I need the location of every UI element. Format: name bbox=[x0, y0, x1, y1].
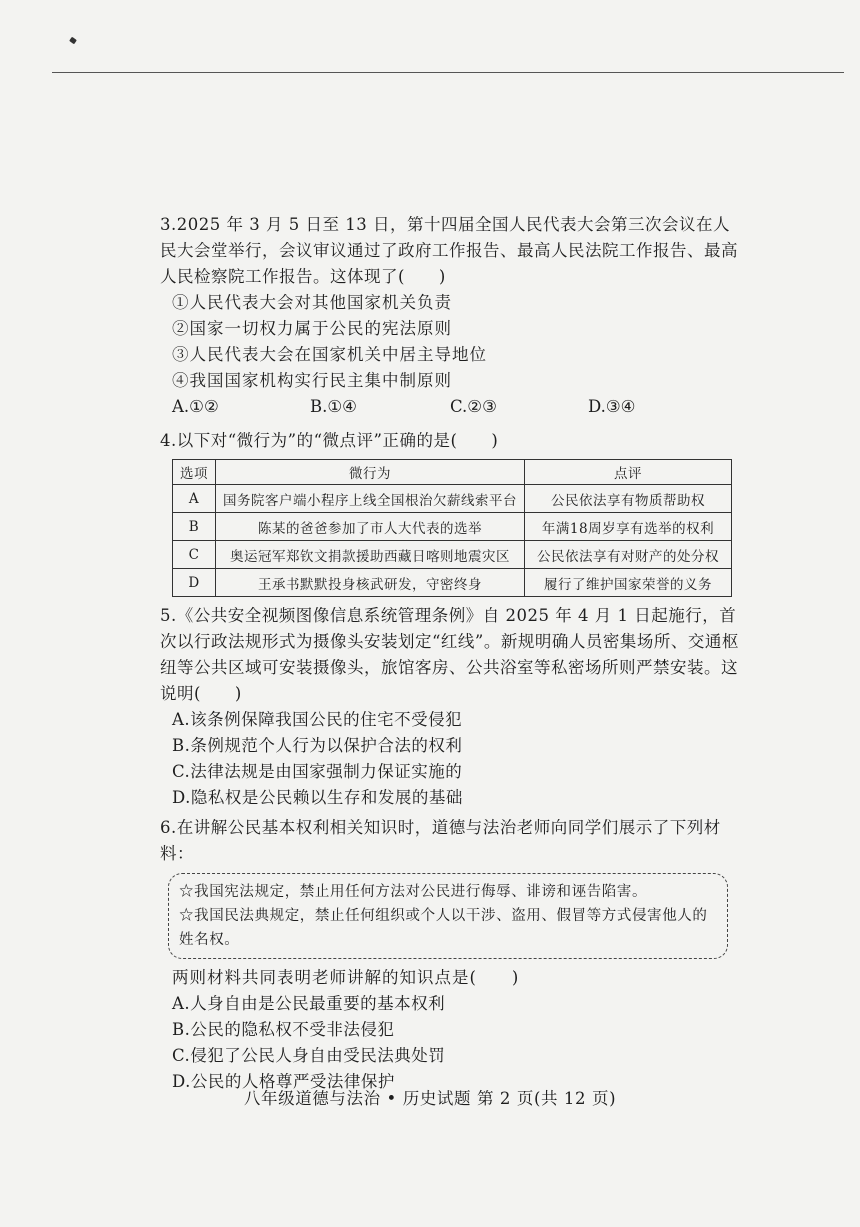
option-a: A.人身自由是公民最重要的基本权利 bbox=[172, 994, 446, 1013]
row-key: B bbox=[173, 513, 216, 541]
header-option: 选项 bbox=[173, 460, 216, 485]
option-b: B.公民的隐私权不受非法侵犯 bbox=[172, 1020, 395, 1039]
question-5 bbox=[160, 603, 740, 811]
header-comment: 点评 bbox=[525, 460, 732, 485]
option-a: A.该条例保障我国公民的住宅不受侵犯 bbox=[172, 710, 463, 729]
question-4 bbox=[160, 428, 740, 597]
option-a: A.①② bbox=[172, 397, 219, 416]
option-d: D.③④ bbox=[588, 397, 636, 416]
material-2: ☆我国民法典规定，禁止任何组织或个人以干涉、盗用、假冒等方式侵害他人的姓名权。 bbox=[179, 908, 708, 948]
behavior-table bbox=[172, 459, 732, 597]
question-4-stem: 4.以下对“微行为”的“微点评”正确的是( ) bbox=[160, 431, 499, 450]
row-comment: 公民依法享有物质帮助权 bbox=[525, 485, 732, 513]
table-row bbox=[173, 541, 732, 569]
option-c: C.侵犯了公民人身自由受民法典处罚 bbox=[172, 1046, 446, 1065]
header-rule bbox=[52, 72, 844, 73]
row-comment: 年满18周岁享有选举的权利 bbox=[525, 513, 732, 541]
statement-4: ④我国国家机构实行民主集中制原则 bbox=[172, 371, 452, 390]
row-key: C bbox=[173, 541, 216, 569]
material-1: ☆我国宪法规定，禁止用任何方法对公民进行侮辱、诽谤和诬告陷害。 bbox=[179, 884, 648, 900]
page-footer: 八年级道德与法治 • 历史试题 第 2 页(共 12 页) bbox=[243, 1089, 617, 1108]
header-behavior: 微行为 bbox=[216, 460, 525, 485]
statement-1: ①人民代表大会对其他国家机关负责 bbox=[172, 293, 452, 312]
question-3-options bbox=[172, 394, 740, 420]
material-box bbox=[168, 873, 728, 959]
row-behavior: 陈某的爸爸参加了市人大代表的选举 bbox=[216, 513, 525, 541]
question-3-stem: 3.2025 年 3 月 5 日至 13 日，第十四届全国人民代表大会第三次会议在人民大会堂举行，会议审议通过了政府工作报告、最高人民法院工作报告、最高人民检察院工作报告。这体现了( ) bbox=[160, 215, 738, 286]
questions bbox=[160, 212, 740, 1095]
row-behavior: 王承书默默投身核武研发，守密终身 bbox=[216, 569, 525, 597]
scan-speck bbox=[69, 37, 77, 45]
option-b: B.①④ bbox=[310, 397, 357, 416]
statement-2: ②国家一切权力属于公民的宪法原则 bbox=[172, 319, 452, 338]
option-d: D.隐私权是公民赖以生存和发展的基础 bbox=[172, 788, 463, 807]
row-behavior: 国务院客户端小程序上线全国根治欠薪线索平台 bbox=[216, 485, 525, 513]
question-5-stem: 5.《公共安全视频图像信息系统管理条例》自 2025 年 4 月 1 日起施行，首次以行政法规形式为摄像头安装划定“红线”。新规明确人员密集场所、交通枢纽等公共区域可安装摄像头，旅馆客房、公共浴室等私密场所则严禁安装。这说明( ) bbox=[160, 606, 739, 703]
statement-3: ③人民代表大会在国家机关中居主导地位 bbox=[172, 345, 487, 364]
question-3 bbox=[160, 212, 740, 420]
row-comment: 公民依法享有对财产的处分权 bbox=[525, 541, 732, 569]
option-b: B.条例规范个人行为以保护合法的权利 bbox=[172, 736, 463, 755]
question-6 bbox=[160, 815, 740, 1095]
table-row bbox=[173, 485, 732, 513]
row-comment: 履行了维护国家荣誉的义务 bbox=[525, 569, 732, 597]
table-header-row bbox=[173, 460, 732, 485]
option-c: C.②③ bbox=[450, 397, 497, 416]
row-behavior: 奥运冠军郑钦文捐款援助西藏日喀则地震灾区 bbox=[216, 541, 525, 569]
table-row bbox=[173, 569, 732, 597]
option-d: D.公民的人格尊严受法律保护 bbox=[172, 1072, 395, 1091]
question-6-stem: 6.在讲解公民基本权利相关知识时，道德与法治老师向同学们展示了下列材料： bbox=[160, 818, 721, 863]
table-row bbox=[173, 513, 732, 541]
question-6-prompt: 两则材料共同表明老师讲解的知识点是( ) bbox=[172, 968, 520, 987]
row-key: D bbox=[173, 569, 216, 597]
option-c: C.法律法规是由国家强制力保证实施的 bbox=[172, 762, 463, 781]
row-key: A bbox=[173, 485, 216, 513]
